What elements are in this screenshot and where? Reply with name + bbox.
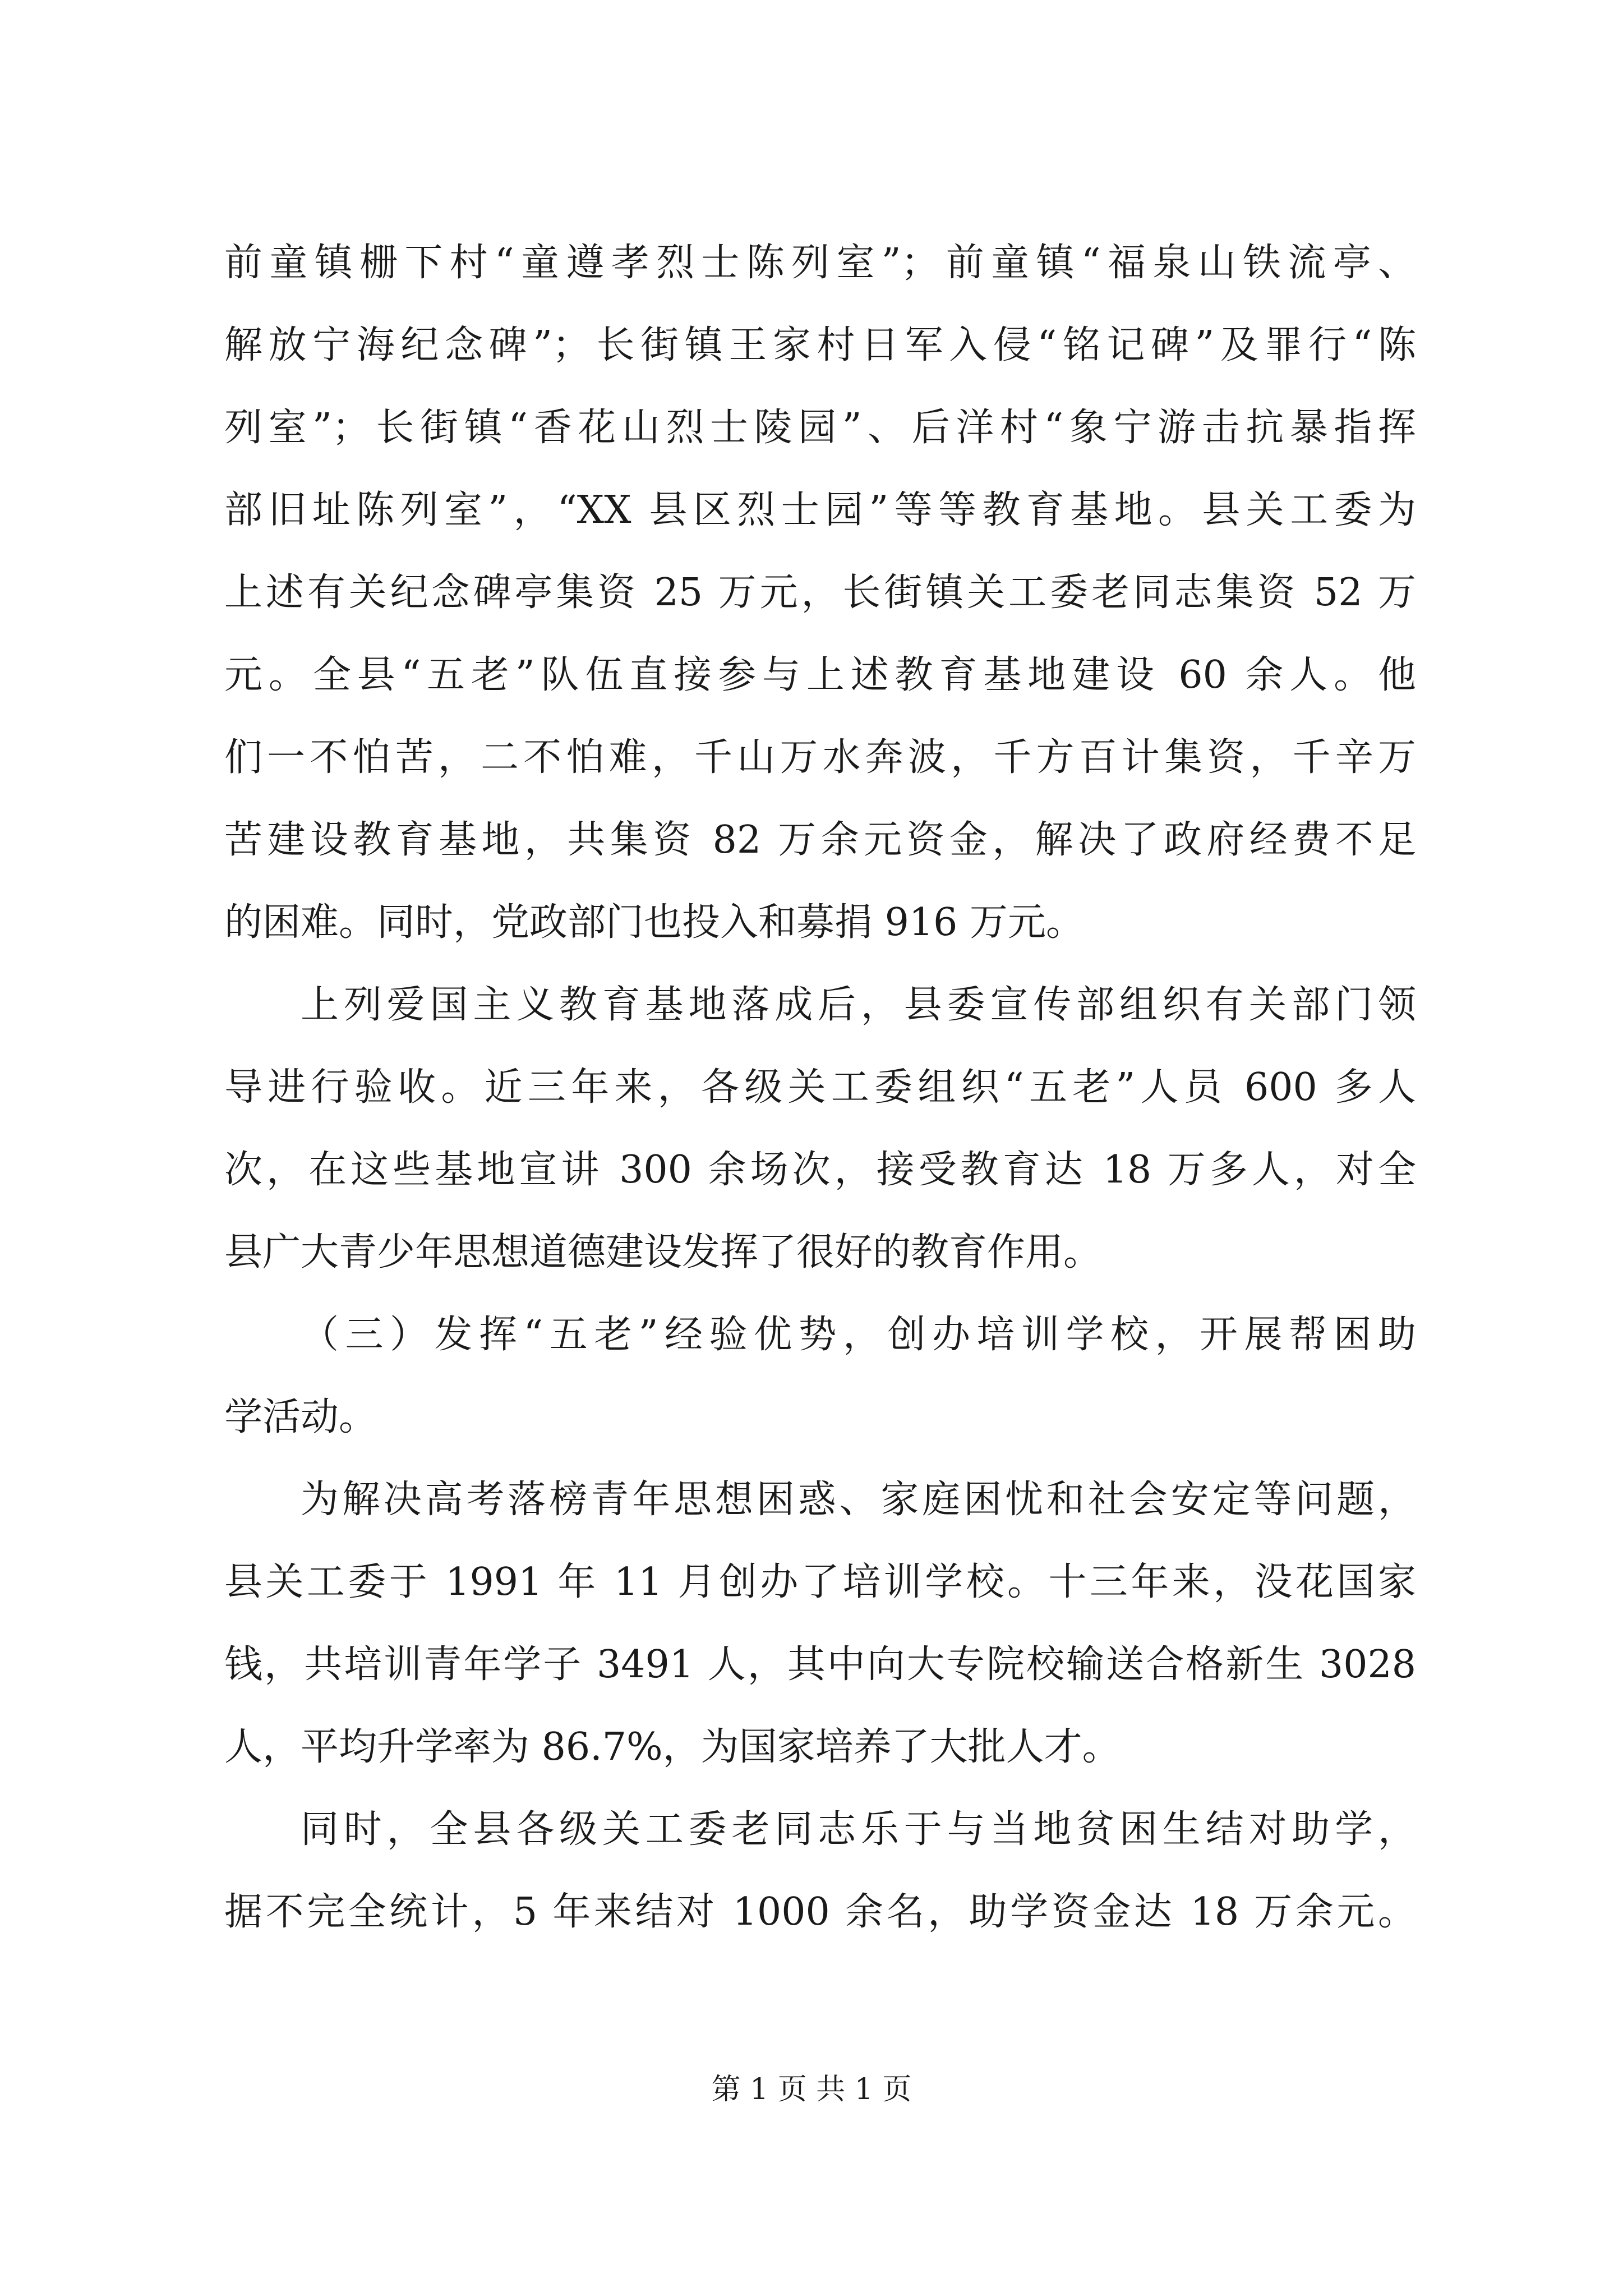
document-body — [224, 222, 1416, 1953]
text-line: 学活动。 — [224, 1395, 377, 1439]
text-line: 元。全县“五老”队伍直接参与上述教育基地建设 60 余人。他 — [224, 653, 1416, 697]
text-line: 据不完全统计，5 年来结对 1000 余名，助学资金达 18 万余元。 — [224, 1890, 1416, 1934]
text-line: 县广大青少年思想道德建设发挥了很好的教育作用。 — [224, 1230, 1102, 1274]
text-line: 钱，共培训青年学子 3491 人，其中向大专院校输送合格新生 3028 — [224, 1642, 1416, 1687]
text-line: 列室”；长街镇“香花山烈士陵园”、后洋村“象宁游击抗暴指挥 — [224, 406, 1416, 450]
page-footer: 第 1 页 共 1 页 — [711, 2073, 912, 2106]
text-line: 部旧址陈列室”，“XX 县区烈士园”等等教育基地。县关工委为 — [224, 488, 1416, 532]
text-line: 同时，全县各级关工委老同志乐于与当地贫困生结对助学， — [301, 1807, 1416, 1852]
text-line: 前童镇栅下村“童遵孝烈士陈列室”；前童镇“福泉山铁流亭、 — [224, 241, 1416, 285]
text-line: 县关工委于 1991 年 11 月创办了培训学校。十三年来，没花国家 — [224, 1560, 1416, 1604]
text-line: 的困难。同时，党政部门也投入和募捐 916 万元。 — [224, 900, 1085, 945]
text-line: （三）发挥“五老”经验优势，创办培训学校，开展帮困助 — [301, 1313, 1416, 1357]
text-line: 人，平均升学率为 86.7%，为国家培养了大批人才。 — [224, 1725, 1121, 1769]
text-line: 为解决高考落榜青年思想困惑、家庭困忧和社会安定等问题， — [301, 1478, 1416, 1522]
text-line: 解放宁海纪念碑”；长街镇王家村日军入侵“铭记碑”及罪行“陈 — [224, 323, 1416, 367]
text-line: 导进行验收。近三年来，各级关工委组织“五老”人员 600 多人 — [224, 1065, 1416, 1110]
text-line: 上述有关纪念碑亭集资 25 万元，长街镇关工委老同志集资 52 万 — [224, 570, 1416, 615]
text-line: 苦建设教育基地，共集资 82 万余元资金，解决了政府经费不足 — [224, 818, 1416, 862]
text-line: 们一不怕苦，二不怕难，千山万水奔波，千方百计集资，千辛万 — [224, 735, 1416, 780]
text-line: 次，在这些基地宣讲 300 余场次，接受教育达 18 万多人，对全 — [224, 1148, 1416, 1192]
text-line: 上列爱国主义教育基地落成后，县委宣传部组织有关部门领 — [301, 983, 1416, 1027]
